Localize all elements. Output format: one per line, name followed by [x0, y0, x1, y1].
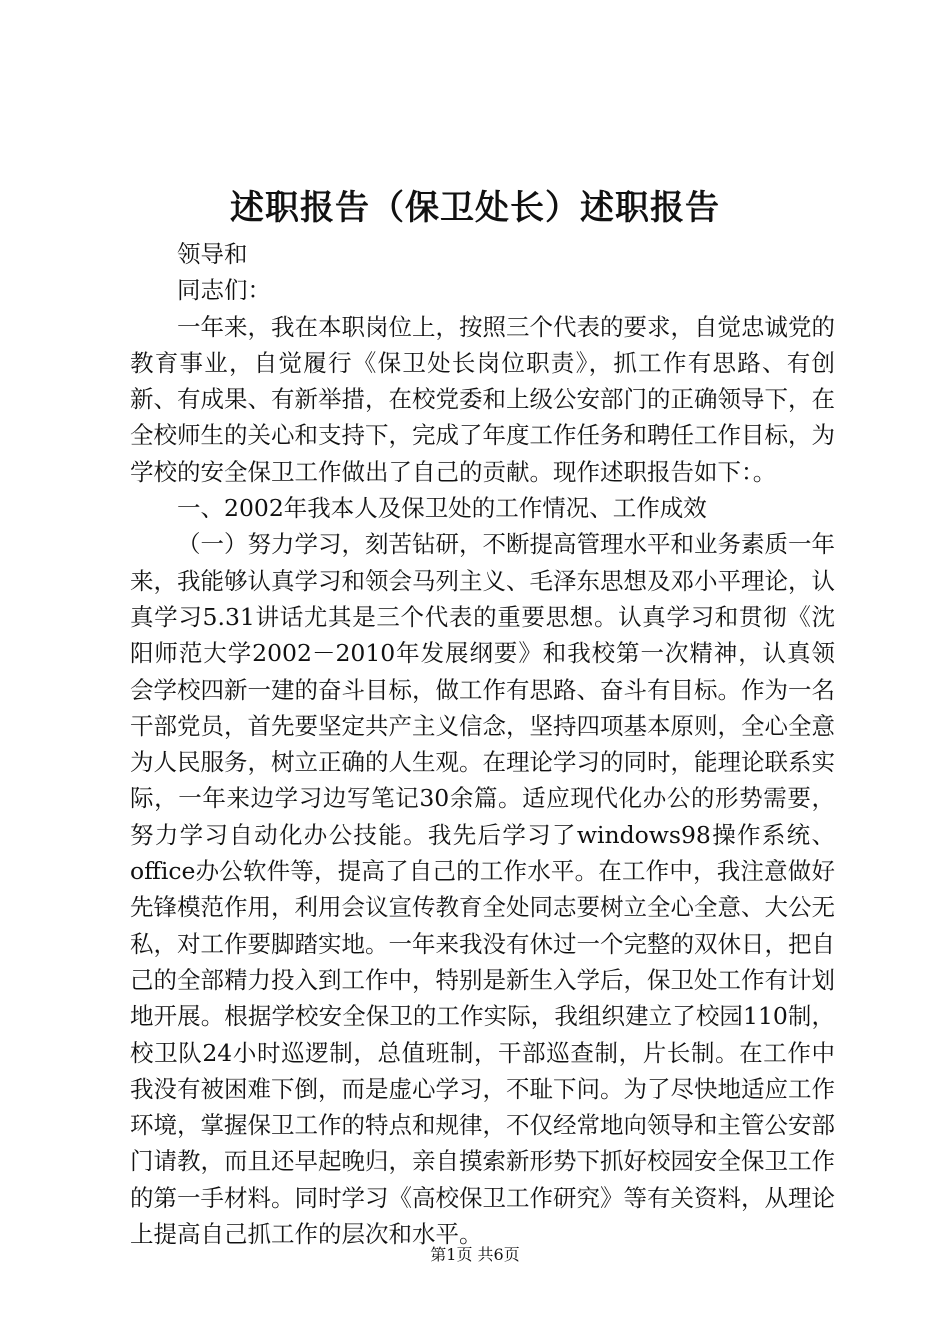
page-footer: 第1页 共6页	[430, 1245, 520, 1264]
salutation-line-2: 同志们：	[177, 276, 271, 305]
document-title: 述职报告（保卫处长）述职报告	[230, 188, 720, 228]
salutation-line-1: 领导和	[177, 240, 248, 268]
document-body	[130, 236, 835, 1252]
section-paragraph: （一）努力学习，刻苦钻研，不断提高管理水平和业务素质一年来，我能够认真学习和领会马列主义、毛泽东思想及邓小平理论，认真学习5.31讲话尤其是三个代表的重要思想。认真学习和贯彻《沈阳师范大学2002－2010年发展纲要》和我校第一次精神，认真领会学校四新一建的奋斗目标，做工作有思路、奋斗有目标。作为一名干部党员，首先要坚定共产主义信念，坚持四项基本原则，全心全意为人民服务，树立正确的人生观。在理论学习的同时，能理论联系实际，一年来边学习边写笔记30余篇。适应现代化办公的形势需要，努力学习自动化办公技能。我先后学习了windows98操作系统、office办公软件等，提高了自己的工作水平。在工作中，我注意做好先锋模范作用，利用会议宣传教育全处同志要树立全心全意、大公无私，对工作要脚踏实地。一年来我没有休过一个完整的双休日，把自己的全部精力投入到工作中，特别是新生入学后，保卫处工作有计划地开展。根据学校安全保卫的工作实际，我组织建立了校园110制，校卫队24小时巡逻制，总值班制，干部巡查制，片长制。在工作中我没有被困难下倒，而是虚心学习，不耻下问。为了尽快地适应工作环境，掌握保卫工作的特点和规律，不仅经常地向领导和主管公安部门请教，而且还早起晚归，亲自摸索新形势下抓好校园安全保卫工作的第一手材料。同时学习《高校保卫工作研究》等有关资料，从理论上提高自己抓工作的层次和水平。	[130, 530, 835, 1249]
intro-paragraph: 一年来，我在本职岗位上，按照三个代表的要求，自觉忠诚党的教育事业，自觉履行《保卫处长岗位职责》，抓工作有思路、有创新、有成果、有新举措，在校党委和上级公安部门的正确领导下，在全校师生的关心和支持下，完成了年度工作任务和聘任工作目标，为学校的安全保卫工作做出了自己的贡献。现作述职报告如下：。	[130, 312, 835, 486]
section-heading: 一、2002年我本人及保卫处的工作情况、工作成效	[177, 494, 707, 523]
